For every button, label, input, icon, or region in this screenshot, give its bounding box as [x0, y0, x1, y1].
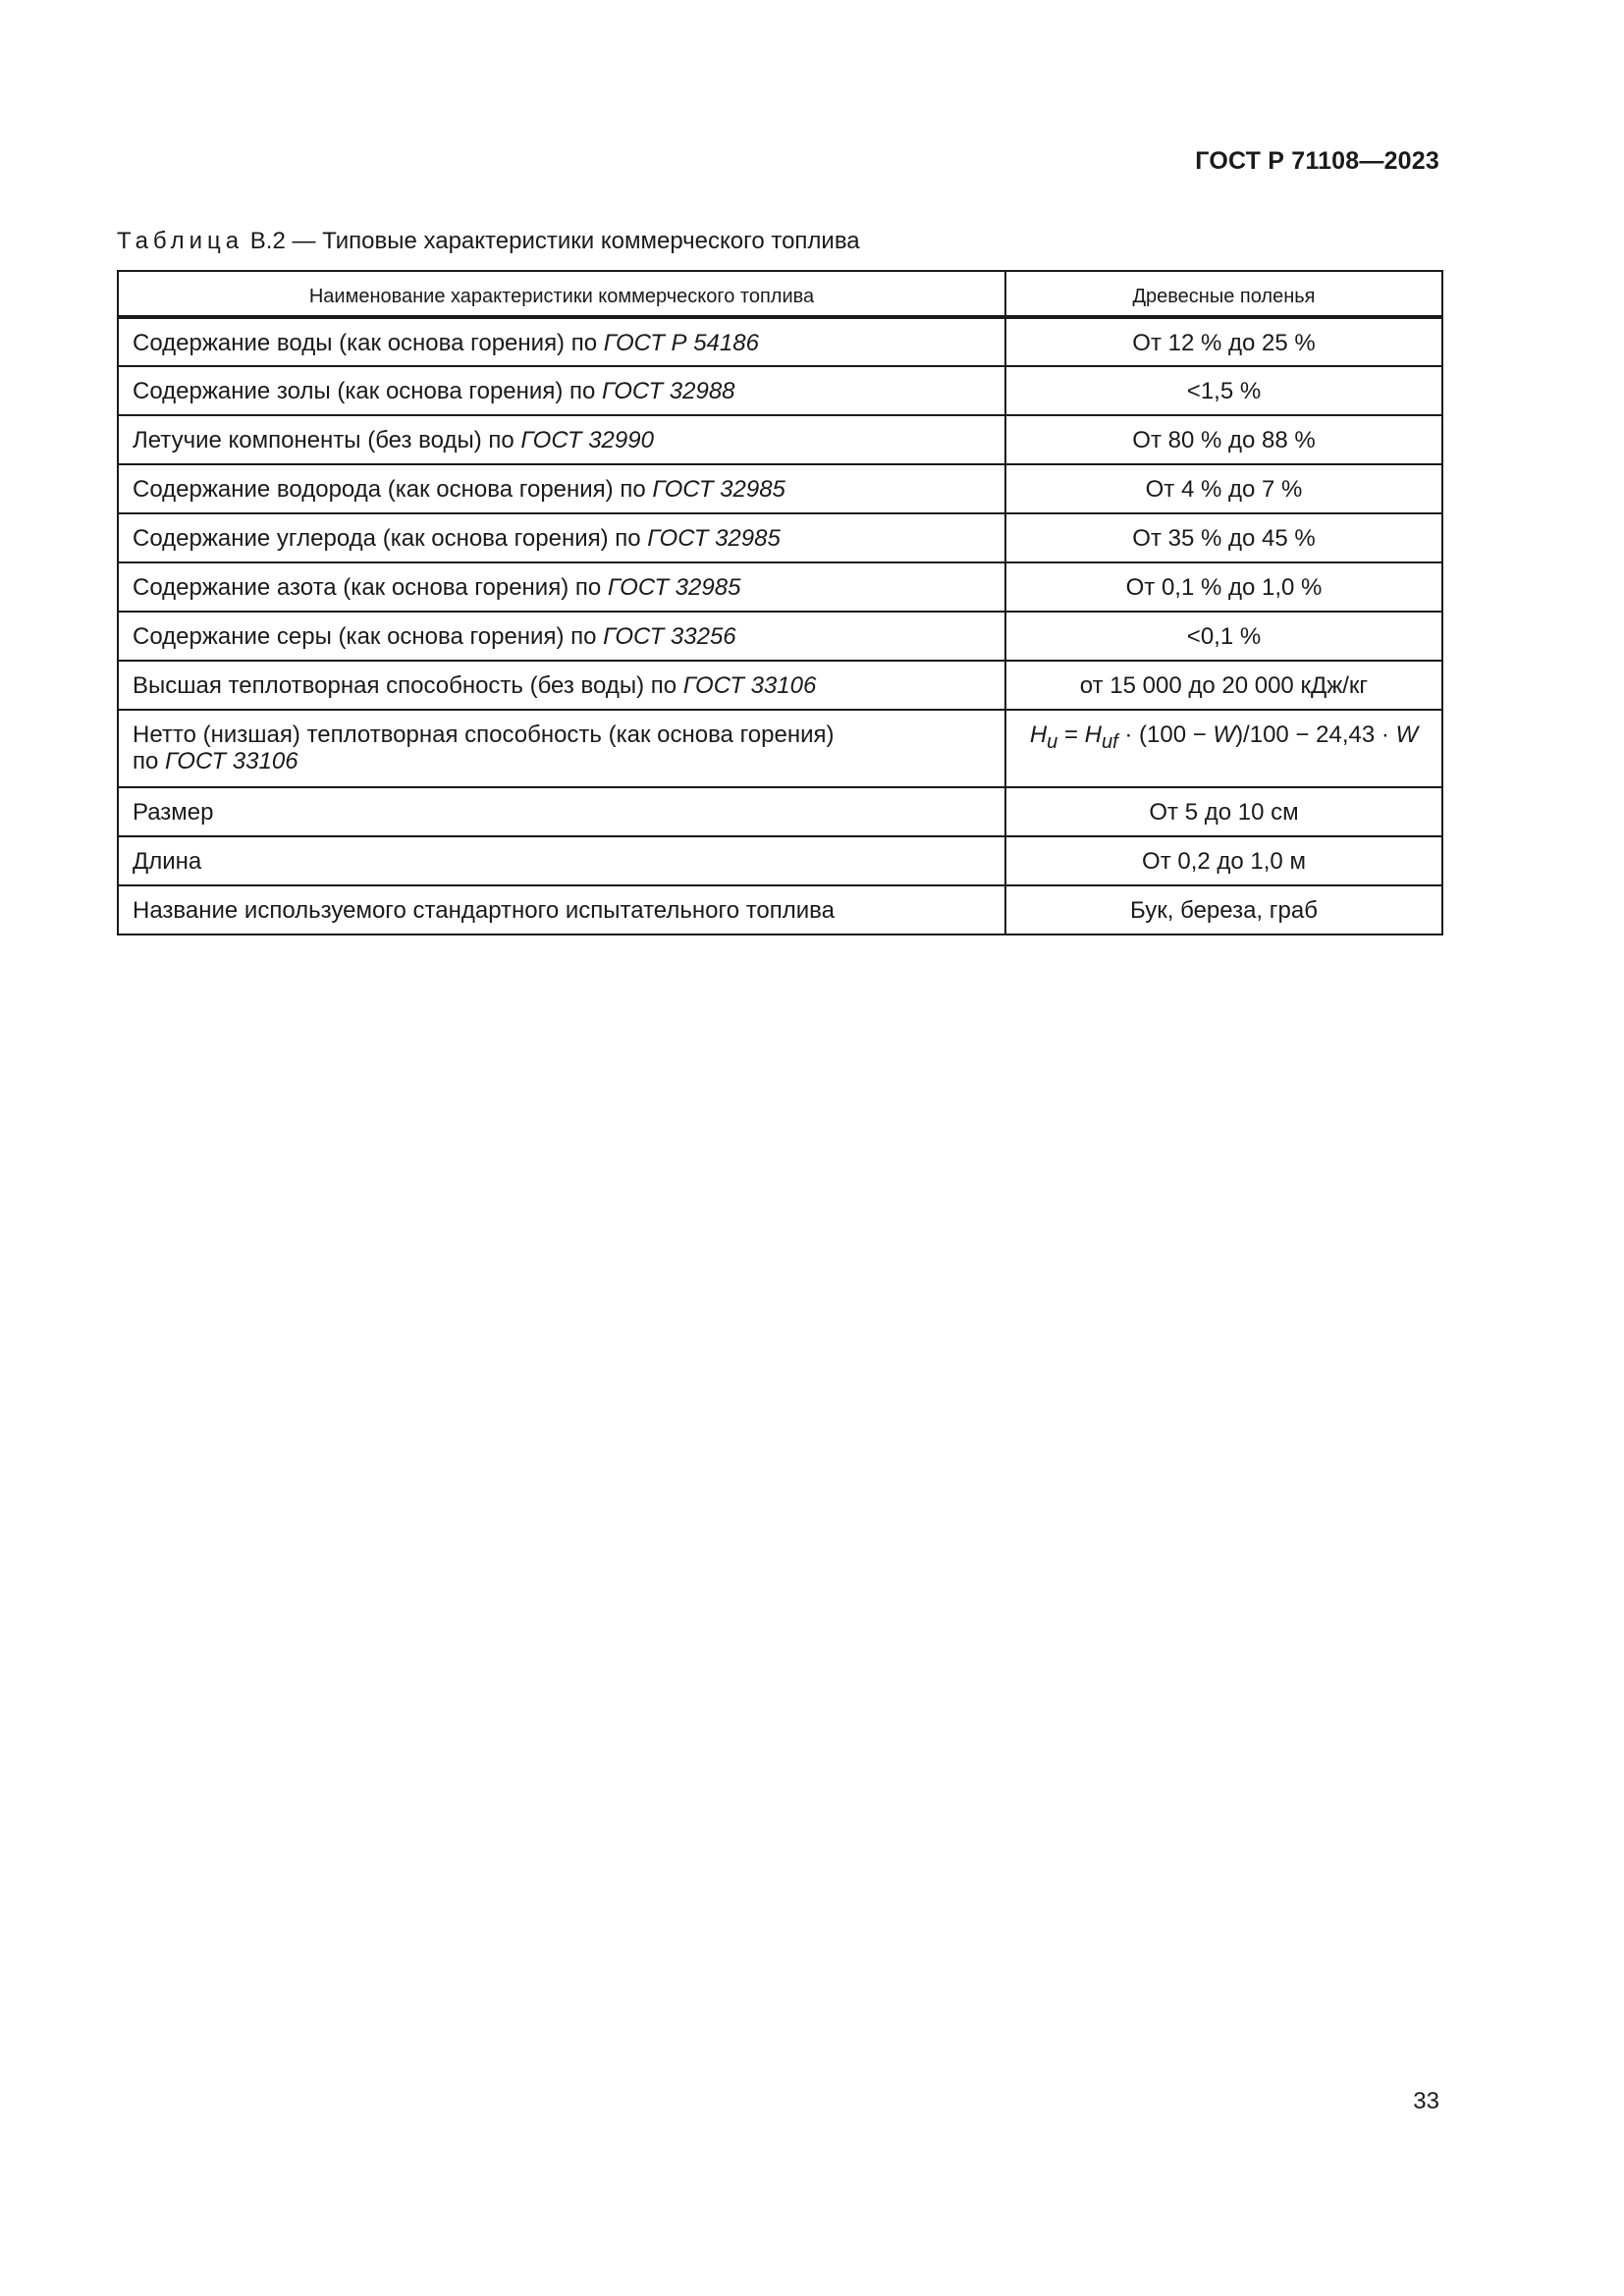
row-value: От 12 % до 25 %	[1005, 317, 1442, 366]
row-name: Длина	[118, 836, 1005, 885]
row-value: От 80 % до 88 %	[1005, 415, 1442, 464]
table-row	[118, 366, 1442, 415]
row-value: <0,1 %	[1005, 612, 1442, 661]
table-row	[118, 661, 1442, 710]
row-value: От 4 % до 7 %	[1005, 464, 1442, 513]
standard-ref: ГОСТ 33106	[682, 672, 817, 699]
table-header-row	[118, 271, 1442, 317]
row-value: Бук, береза, граб	[1005, 885, 1442, 934]
row-value: От 35 % до 45 %	[1005, 513, 1442, 562]
standard-ref: ГОСТ 33256	[603, 623, 736, 650]
row-name: Содержание воды (как основа горения) по ГОСТ Р 54186	[118, 317, 1005, 366]
table-row	[118, 612, 1442, 661]
standard-ref: ГОСТ 32985	[647, 525, 781, 552]
standard-ref: ГОСТ 32985	[607, 574, 741, 601]
header-characteristic: Наименование характеристики коммерческого топлива	[118, 271, 1005, 317]
net-calorific-formula: $H_u = H_{uf} \cdot (100 - W)/100 - 24,43 \cdot W$	[1005, 710, 1442, 787]
table-row	[118, 415, 1442, 464]
row-name: Содержание серы (как основа горения) по ГОСТ 33256	[118, 612, 1005, 661]
row-value: от 15 000 до 20 000 кДж/кг	[1005, 661, 1442, 710]
table-row	[118, 836, 1442, 885]
header-wood-logs: Древесные поленья	[1005, 271, 1442, 317]
standard-ref: ГОСТ 32990	[520, 427, 654, 454]
table-row	[118, 464, 1442, 513]
table-row	[118, 885, 1442, 934]
table-caption-title: В.2 — Типовые характеристики коммерческого топлива	[244, 228, 860, 254]
standard-ref: ГОСТ 33106	[165, 748, 298, 774]
row-name: Нетто (низшая) теплотворная способность (как основа горения) по ГОСТ 33106	[118, 710, 1005, 787]
row-value: От 5 до 10 см	[1005, 787, 1442, 836]
table-row	[118, 562, 1442, 612]
table-caption-word: Таблица	[117, 228, 244, 254]
row-name: Размер	[118, 787, 1005, 836]
row-name: Содержание водорода (как основа горения) по ГОСТ 32985	[118, 464, 1005, 513]
row-name: Летучие компоненты (без воды) по ГОСТ 32990	[118, 415, 1005, 464]
table-row	[118, 513, 1442, 562]
page-number: 33	[1413, 2088, 1439, 2114]
row-name: Высшая теплотворная способность (без воды) по ГОСТ 33106	[118, 661, 1005, 710]
row-value: <1,5 %	[1005, 366, 1442, 415]
row-value: От 0,2 до 1,0 м	[1005, 836, 1442, 885]
row-name: Содержание углерода (как основа горения) по ГОСТ 32985	[118, 513, 1005, 562]
row-name: Содержание азота (как основа горения) по ГОСТ 32985	[118, 562, 1005, 612]
table-row	[118, 710, 1442, 787]
document-id: ГОСТ Р 71108—2023	[1195, 147, 1439, 175]
row-value: От 0,1 % до 1,0 %	[1005, 562, 1442, 612]
fuel-characteristics-table	[117, 270, 1443, 935]
standard-ref: ГОСТ Р 54186	[603, 330, 759, 356]
row-name: Содержание золы (как основа горения) по ГОСТ 32988	[118, 366, 1005, 415]
table-row	[118, 787, 1442, 836]
row-name: Название используемого стандартного испытательного топлива	[118, 885, 1005, 934]
standard-ref: ГОСТ 32988	[601, 378, 735, 404]
standard-ref: ГОСТ 32985	[652, 476, 785, 503]
table-row	[118, 317, 1442, 366]
table-caption	[117, 228, 860, 255]
